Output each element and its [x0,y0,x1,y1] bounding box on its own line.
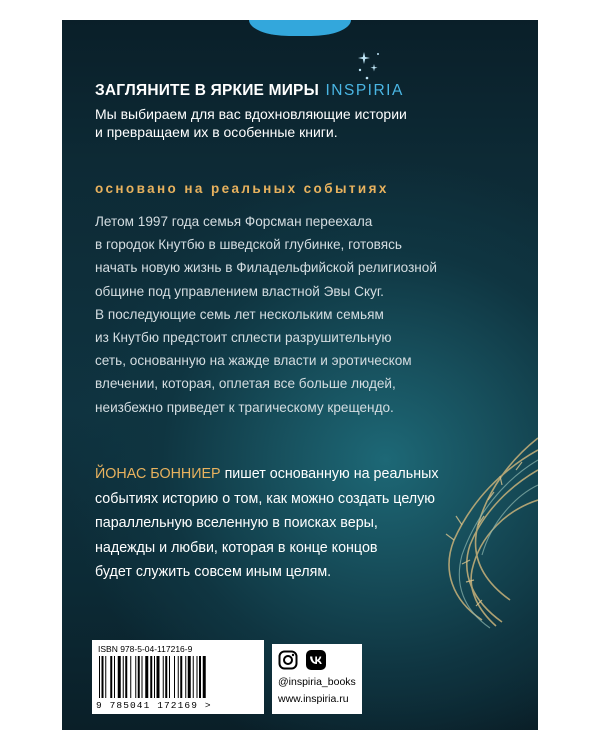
barcode-bar [135,656,136,698]
back-cover [62,20,538,730]
barcode-bars [98,656,260,698]
barcode-bar [203,656,206,698]
barcode-bar [199,656,201,698]
vk-icon[interactable] [306,650,326,670]
description-line: сеть, основанную на жажде власти и эротическом [95,353,412,369]
description-line: общине под управлением властной Эвы Скуг. [95,283,384,299]
barcode-bar [154,656,155,698]
description [95,210,515,419]
barcode-bar [163,656,164,698]
author-name: ЙОНАС БОННИЕР [95,466,221,482]
isbn-label: ISBN 978-5-04-117216-9 [98,644,193,654]
social-icons [278,650,326,670]
barcode-panel [92,640,264,714]
barcode-bar [157,656,160,698]
top-tab [249,20,351,36]
description-line: в городок Кнутбю в шведской глубинке, готовясь [95,237,402,253]
social-handle[interactable]: @inspiria_books [278,676,356,688]
barcode-bar [185,656,186,698]
series-title: ЗАГЛЯНИТЕ В ЯРКИЕ МИРЫ [95,82,319,99]
barcode-bar [142,656,143,698]
series-intro [95,105,515,141]
blurb-line: будет служить совсем иным целям. [95,564,332,580]
barcode-bar [99,656,100,698]
website-link[interactable]: www.inspiria.ru [278,693,349,705]
barcode-bar [130,656,131,698]
description-line: начать новую жизнь в Филадельфийской религиозной [95,260,437,276]
barcode-bar [180,656,182,698]
barcode-bar [145,656,148,698]
intro-line: Мы выбираем для вас вдохновляющие истории [95,106,407,122]
barcode-bar [193,656,194,698]
description-line: влечении, которая, оплетая все больше людей, [95,376,396,392]
barcode-bar [169,656,170,698]
blurb-line [95,462,515,487]
barcode-bar [174,656,175,698]
barcode-bar [150,656,152,698]
barcode-bar [102,656,104,698]
social-panel [272,644,362,714]
instagram-icon[interactable] [278,650,298,670]
barcode-bar [188,656,191,698]
series-header [95,82,404,100]
brand-name: INSPIRIA [325,82,404,99]
tagline: основано на реальных событиях [95,181,389,196]
intro-line: и превращаем их в особенные книги. [95,124,338,140]
barcode-bar [125,656,127,698]
barcode-bar [110,656,112,698]
barcode-bar [165,656,167,698]
blurb-text: пишет основанную на реальных [220,466,439,482]
description-line: Летом 1997 года семья Форсман переехала [95,214,373,229]
barcode-bar [178,656,179,698]
barcode-bar [114,656,115,698]
description-line: В последующие семь лет нескольким семьям [95,306,384,322]
description-line: из Кнутбю предстоит сплести разрушительную [95,330,392,346]
barcode-bar [118,656,121,698]
blurb-line: параллельную вселенную в поисках веры, [95,515,378,531]
description-line: неизбежно приведет к трагическому крещендо. [95,399,394,415]
barcode-bar [138,656,140,698]
barcode-bar [105,656,106,698]
blurb-line: надежды и любви, которая в конце концов [95,539,378,556]
barcode-bar [123,656,124,698]
barcode-digits: 9 785041 172169 > [96,700,212,711]
blurb-line: событиях историю о том, как можно создать целую [95,490,436,507]
barcode-bar [197,656,198,698]
author-blurb [95,462,515,585]
